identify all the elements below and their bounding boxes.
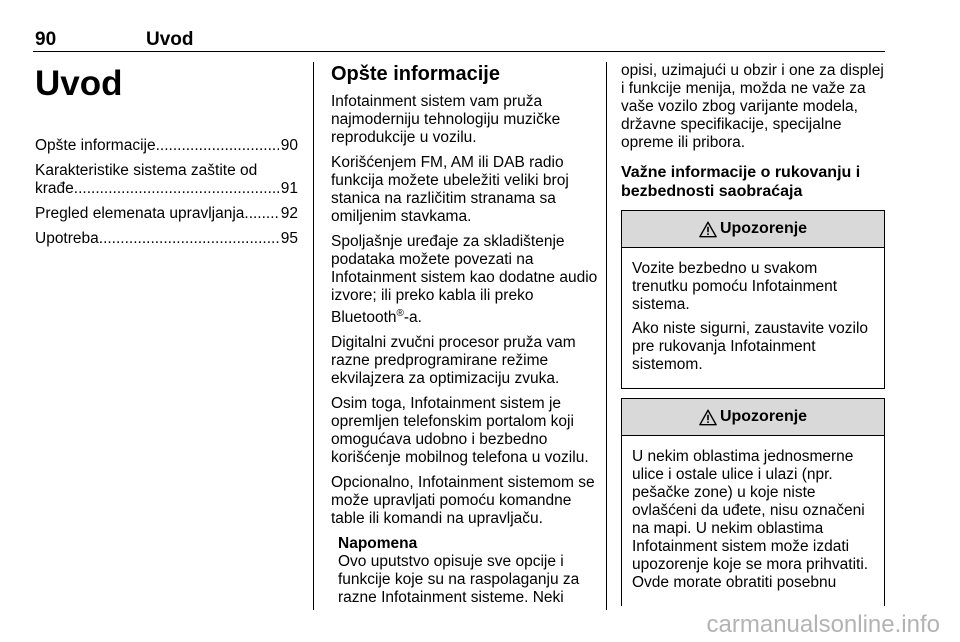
page-header [33,26,885,52]
paragraph: Infotainment sistem vam pruža najmoderniju tehnologiju muzičke reprodukcije u vozilu. [331,93,561,146]
watermark: carmanualsonline.info [706,611,940,638]
toc-item[interactable] [35,162,298,198]
warning-title: Upozorenje [719,408,808,425]
toc-label: krađe [35,180,74,197]
note-text: Ovo uputstvo opisuje sve opcije i funkcije koje su na raspolaganju za razne Infotainment sisteme. Neki [338,553,580,607]
warning-header [622,399,884,436]
intro-column [331,62,599,607]
paragraph: Opcionalno, Infotainment sistemom se može upravljati pomoću komandne table ili komandi na upravljaču. [331,474,595,528]
paragraph: opisi, uzimajući u obzir i one za displej i funkcije menija, možda ne važe za vaše vozilo zbog varijante modela, državne specifikacije, specijalne opreme ili pribora. [621,62,884,151]
warning-header [622,211,884,248]
note-title: Napomena [338,535,418,553]
paragraph: Osim toga, Infotainment sistem je opremljen telefonskim portalom koji omogućava udobno i bezbedno korišćenje mobilnog telefona u vozilu. [331,395,589,467]
warning-text: Ako niste sigurni, zaustavite vozilo pre rukovanja Infotainment sistemom. [632,320,869,373]
toc-label: Pregled elemenata upravljanja [35,205,245,222]
subsection-title: Važne informacije o rukovanju i bezbednosti saobraćaja [621,164,861,200]
warning-box [621,210,885,389]
warning-title: Upozorenje [719,220,808,237]
toc-page: 90 [280,137,298,154]
chapter-title: Uvod [146,29,194,50]
toc-item[interactable] [35,230,298,248]
toc-label-line1: Karakteristike sistema zaštite od [35,162,258,179]
warning-box [621,398,885,606]
table-of-contents [35,137,298,248]
toc-page: 95 [280,230,298,247]
section-title: Opšte informacije [331,63,500,85]
warning-text: U nekim oblastima jednosmerne ulice i ostale ulice i ulazi (npr. pešačke zone) u koje niste ovlašćeni da uđete, nisu označeni na mapi. U nekim oblastima Infotainment sistem može izdati upozorenje koje se mora prihvatiti. Ovde morate obratiti posebnu [632,448,869,591]
warning-triangle-icon [699,221,717,238]
warning-triangle-icon [699,409,717,426]
toc-page: 91 [280,180,298,197]
safety-column [621,62,885,606]
toc-label: Upotreba [35,230,99,247]
column-divider [606,62,607,610]
warning-body [622,436,884,606]
chapter-heading: Uvod [35,64,123,103]
column-divider [313,62,314,610]
toc-item[interactable] [35,205,298,223]
paragraph: Korišćenjem FM, AM ili DAB radio funkcija možete ubeležiti veliki broj stanica na različitim stranama sa omiljenim stavkama. [331,154,569,225]
page-number: 90 [35,29,57,50]
toc-page: 92 [280,205,298,222]
paragraph: Digitalni zvučni procesor pruža vam razne predprogramirane režime ekvilajzera za optimizaciju zvuka. [331,334,576,388]
toc-column [35,62,298,255]
toc-label: Opšte informacije [35,137,156,154]
warning-body [622,248,884,388]
warning-text: Vozite bezbedno u svakom trenutku pomoću Infotainment sistema. [632,260,838,313]
registered-mark: ® [396,308,404,319]
note-block [338,535,599,607]
toc-item[interactable] [35,137,298,155]
paragraph: Spoljašnje uređaje za skladištenje podataka možete povezati na Infotainment sistem kao dodatne audio izvore; ili preko kabla ili preko Bluetooth®-a. [331,233,598,327]
